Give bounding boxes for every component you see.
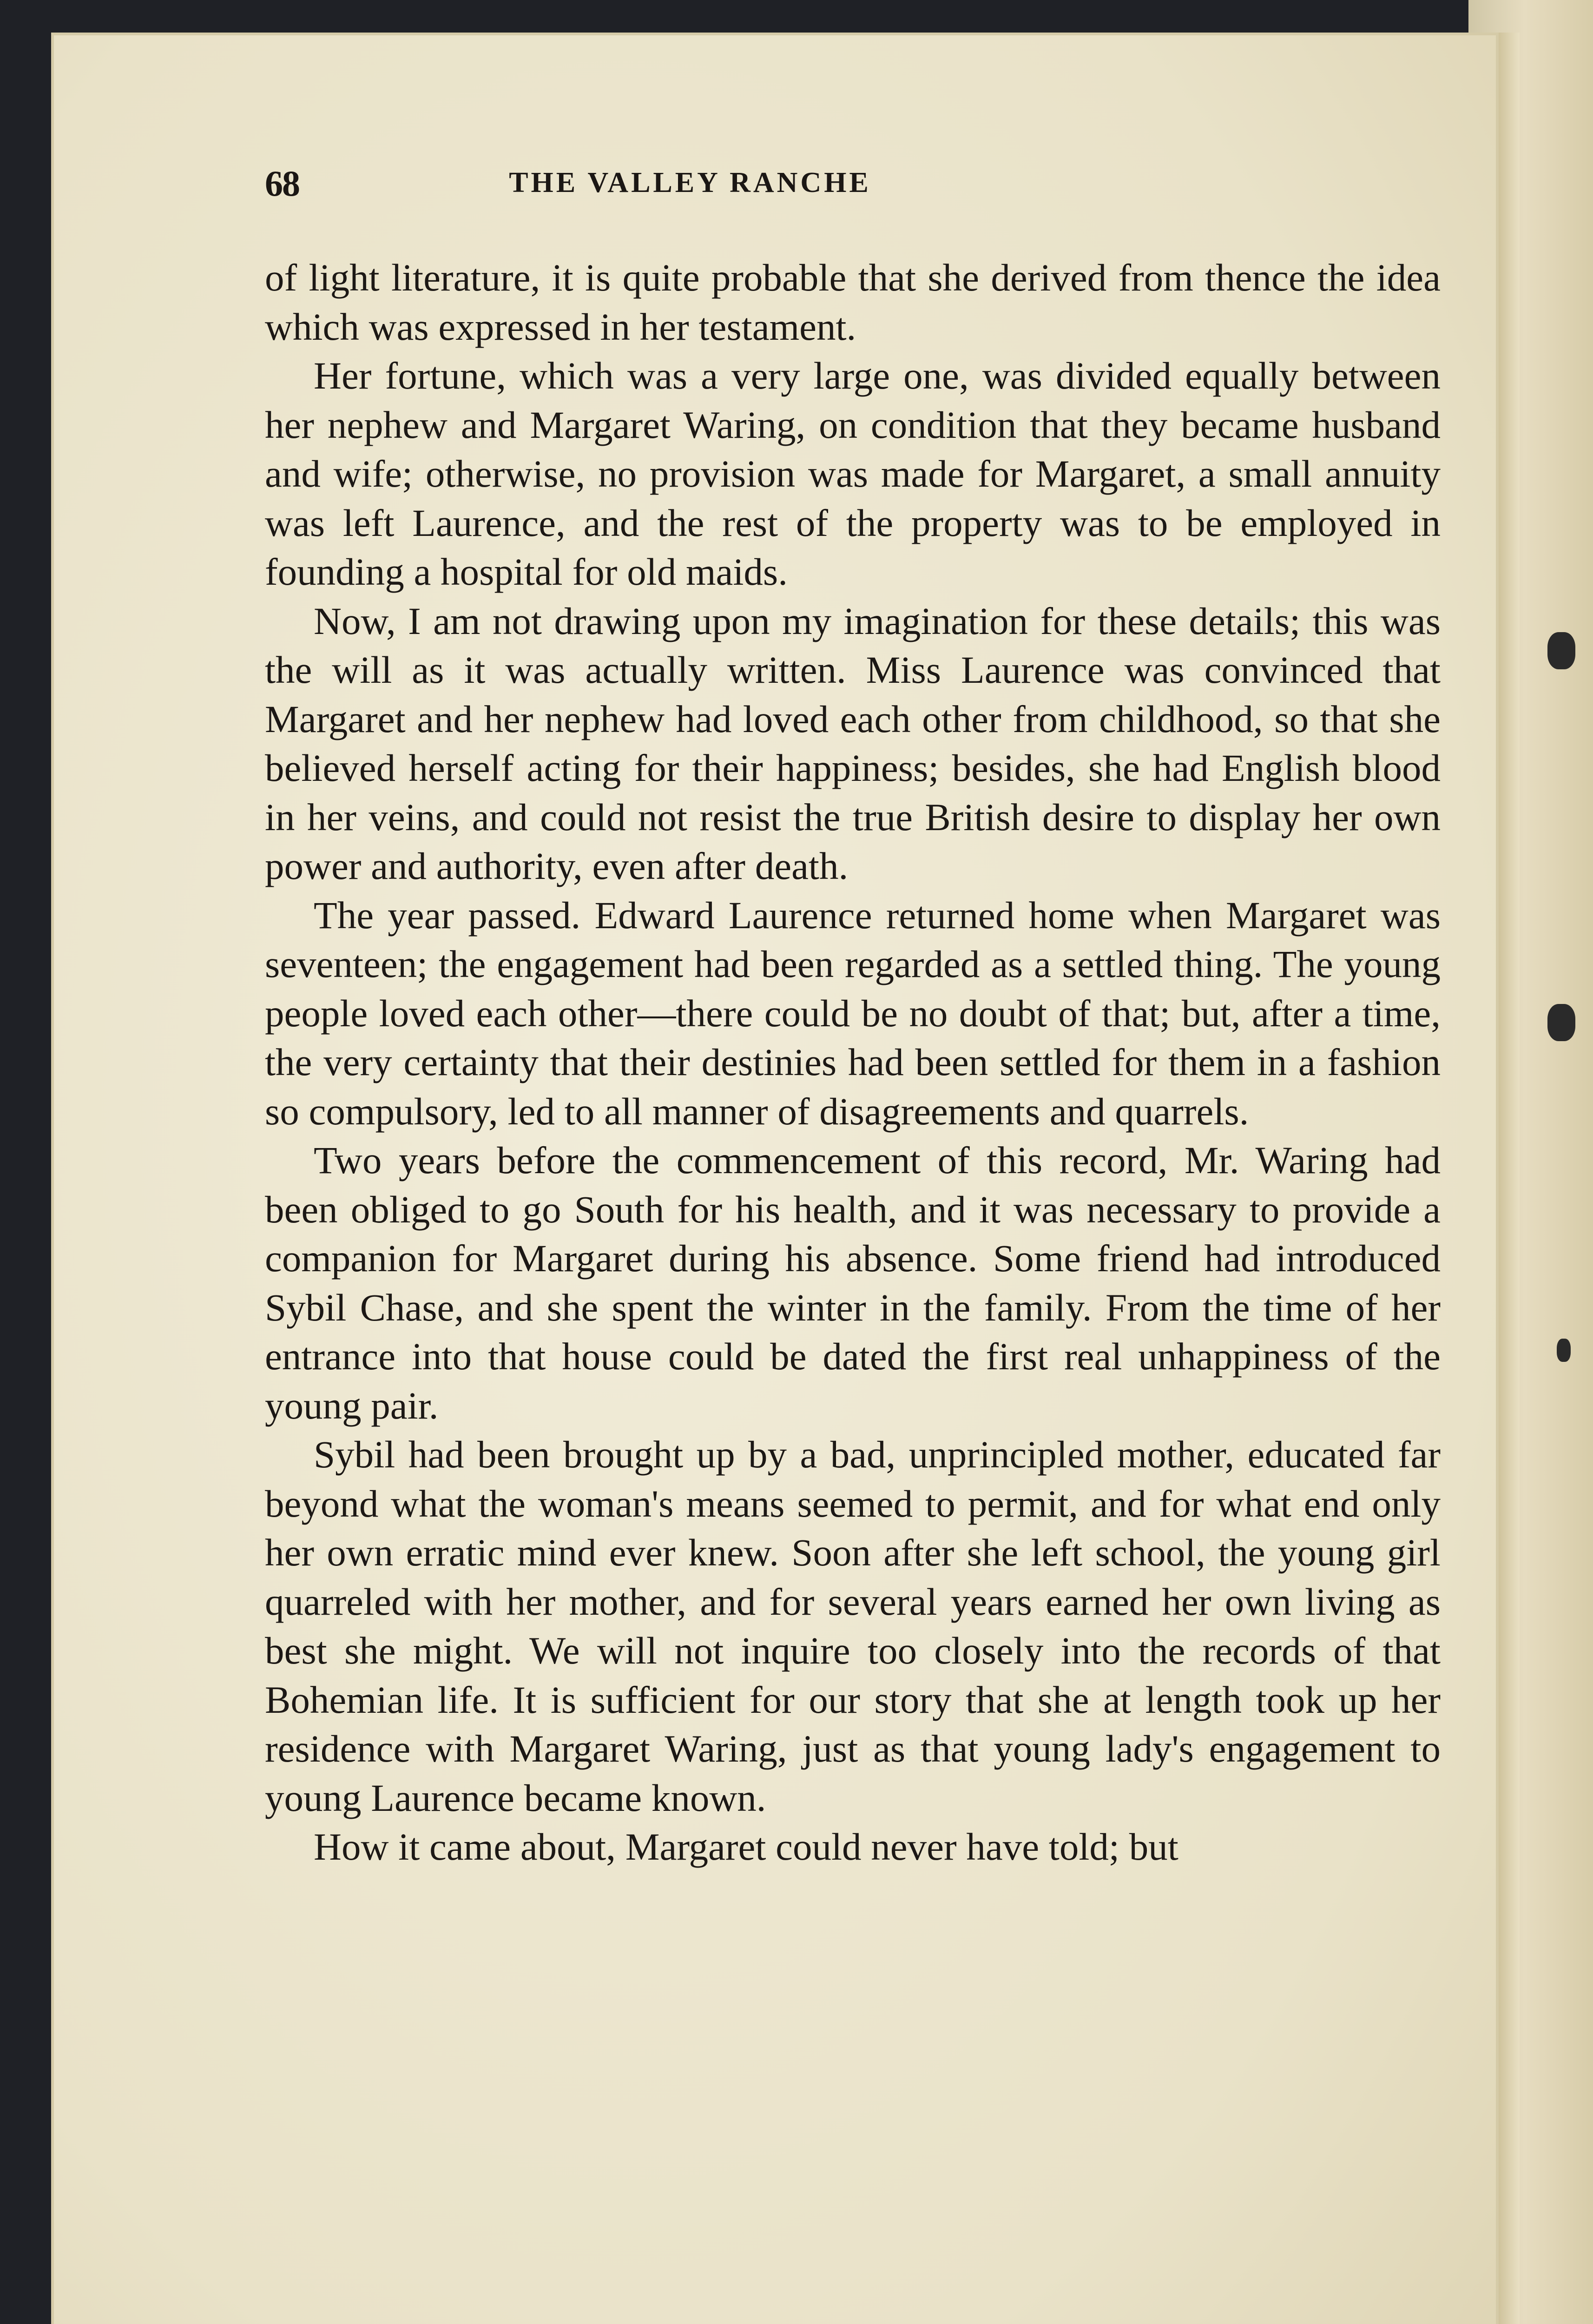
page-header xyxy=(265,163,1441,209)
page-edge xyxy=(1499,33,1520,2324)
paragraph: Her fortune, which was a very large one, was divided equally between her nephew and Margaret Waring, on condition that they became husband and wife; otherwise, no provision was made for Margaret, a small annuity was left Laurence, and the rest of the property was to be employed in founding a hospital for old maids. xyxy=(265,354,1441,593)
binding-mark-1 xyxy=(1547,632,1575,669)
paragraph: How it came about, Margaret could never have told; but xyxy=(314,1825,1178,1868)
paragraph: of light literature, it is quite probable that she derived from thence the idea which was expressed in her testament. xyxy=(265,256,1441,348)
paragraph: Sybil had been brought up by a bad, unprincipled mother, educated far beyond what the woman's means seemed to permit, and for what end only her own erratic mind ever knew. Soon after she left school, the young girl quarreled with her mother, and for several years earned her own living as best she might. We will not inquire too closely into the records of that Bohemian life. It is sufficient for our story that she at length took up her residence with Margaret Waring, just as that young lady's engagement to young Laurence became known. xyxy=(265,1433,1441,1819)
body-text xyxy=(265,253,1441,1872)
paragraph: Now, I am not drawing upon my imagination for these details; this was the will as it was actually written. Miss Laurence was convinced that Margaret and her nephew had loved each other from childhood, so that she believed herself acting for their happiness; besides, she had English blood in her veins, and could not resist the true British desire to display her own power and authority, even after death. xyxy=(265,599,1441,887)
binding-mark-2 xyxy=(1547,1004,1575,1041)
running-head: THE VALLEY RANCHE xyxy=(509,167,871,198)
page-number: 68 xyxy=(265,163,299,204)
paragraph: Two years before the commencement of this record, Mr. Waring had been obliged to go South for his health, and it was necessary to provide a companion for Margaret during his absence. Some friend had introduced Sybil Chase, and she spent the winter in the family. From the time of her entrance into that house could be dated the first real unhappiness of the young pair. xyxy=(265,1139,1441,1427)
paragraph: The year passed. Edward Laurence returned home when Margaret was seventeen; the engagement had been regarded as a settled thing. The young people loved each other—there could be no doubt of that; but, after a time, the very certainty that their destinies had been settled for them in a fashion so compulsory, led to all manner of disagreements and quarrels. xyxy=(265,893,1441,1133)
binding-mark-3 xyxy=(1557,1339,1571,1362)
